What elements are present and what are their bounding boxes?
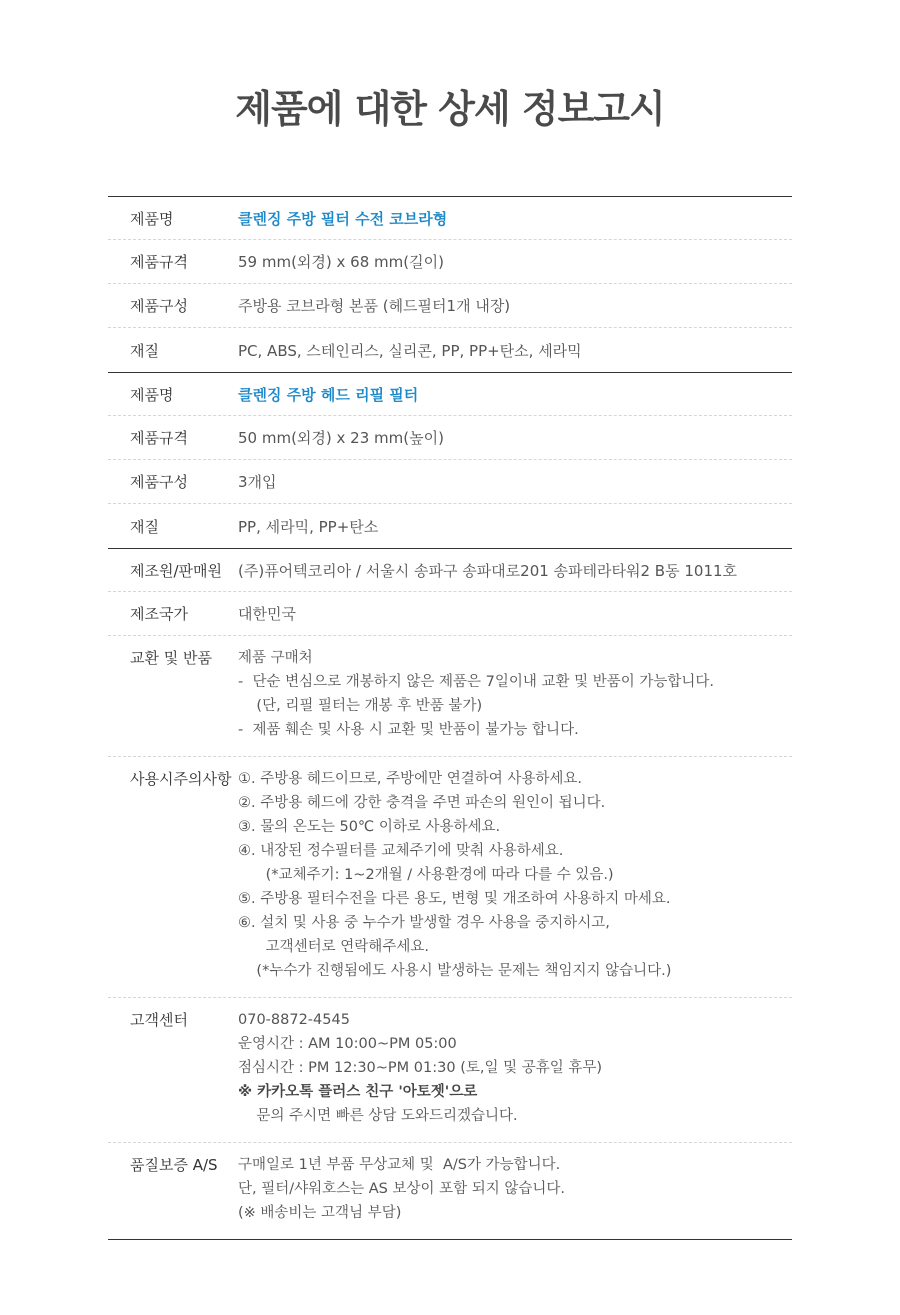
text-line: (※ 배송비는 고객님 부담) xyxy=(238,1205,402,1221)
row-label: 재질 xyxy=(130,341,159,360)
table-row xyxy=(108,998,792,1143)
table-row xyxy=(108,636,792,757)
row-value: (주)퓨어텍코리아 / 서울시 송파구 송파대로201 송파테라타워2 B동 1011호 xyxy=(238,561,738,580)
table-row xyxy=(108,416,792,460)
phone-number: 070-8872-4545 xyxy=(238,1012,350,1028)
row-value: PC, ABS, 스테인리스, 실리콘, PP, PP+탄소, 세라믹 xyxy=(238,341,582,360)
page-title: 제품에 대한 상세 정보고시 xyxy=(235,87,665,131)
row-value: 50 mm(외경) x 23 mm(높이) xyxy=(238,429,444,447)
row-label: 제품구성 xyxy=(130,297,188,315)
table-row xyxy=(108,460,792,504)
table-row xyxy=(108,592,792,636)
row-value: 주방용 코브라형 본품 (헤드필터1개 내장) xyxy=(238,297,511,315)
row-label: 고객센터 xyxy=(130,1011,188,1029)
text-line: - 제품 훼손 및 사용 시 교환 및 반품이 불가능 합니다. xyxy=(238,722,579,738)
text-line: ①. 주방용 헤드이므로, 주방에만 연결하여 사용하세요. xyxy=(238,771,583,787)
table-row xyxy=(108,1143,792,1240)
table-row xyxy=(108,757,792,998)
row-label: 제품명 xyxy=(130,209,174,228)
row-value: 3개입 xyxy=(238,473,277,491)
text-line: 문의 주시면 빠른 상담 도와드리겠습니다. xyxy=(238,1108,518,1124)
row-label: 제품규격 xyxy=(130,429,188,447)
row-value: 59 mm(외경) x 68 mm(길이) xyxy=(238,253,444,271)
table-row xyxy=(108,372,792,416)
text-line: ③. 물의 온도는 50℃ 이하로 사용하세요. xyxy=(238,819,501,835)
row-label: 제품구성 xyxy=(130,473,188,491)
row-label: 교환 및 반품 xyxy=(130,649,212,667)
customer-center-text xyxy=(238,1008,792,1128)
text-line: 고객센터로 연락해주세요. xyxy=(238,939,429,955)
product-name: 클렌징 주방 헤드 리필 필터 xyxy=(238,385,419,404)
text-line: ⑤. 주방용 필터수전을 다른 용도, 변형 및 개조하여 사용하지 마세요. xyxy=(238,891,671,907)
text-line: 운영시간 : AM 10:00~PM 05:00 xyxy=(238,1036,457,1052)
text-line: - 단순 변심으로 개봉하지 않은 제품은 7일이내 교환 및 반품이 가능합니다. xyxy=(238,674,714,690)
text-line: ②. 주방용 헤드에 강한 충격을 주면 파손의 원인이 됩니다. xyxy=(238,795,606,811)
table-row xyxy=(108,196,792,240)
product-name: 클렌징 주방 필터 수전 코브라형 xyxy=(238,209,448,228)
row-value: PP, 세라믹, PP+탄소 xyxy=(238,517,379,536)
product-info-table xyxy=(108,196,792,1240)
exchange-text xyxy=(238,646,792,742)
row-label: 사용시주의사항 xyxy=(130,770,232,788)
table-row xyxy=(108,240,792,284)
text-line: (*교체주기: 1~2개월 / 사용환경에 따라 다를 수 있음.) xyxy=(238,867,614,883)
warranty-text xyxy=(238,1153,792,1225)
table-row xyxy=(108,284,792,328)
row-label: 제조원/판매원 xyxy=(130,561,222,580)
text-line: 구매일로 1년 부품 무상교체 및 A/S가 가능합니다. xyxy=(238,1157,561,1173)
text-line: ⑥. 설치 및 사용 중 누수가 발생할 경우 사용을 중지하시고, xyxy=(238,915,610,931)
text-line: (단, 리필 필터는 개봉 후 반품 불가) xyxy=(238,698,483,714)
text-line: ④. 내장된 정수필터를 교체주기에 맞춰 사용하세요. xyxy=(238,843,564,859)
row-label: 제품규격 xyxy=(130,253,188,271)
row-label: 제조국가 xyxy=(130,605,188,623)
row-label: 품질보증 A/S xyxy=(130,1156,218,1174)
table-row xyxy=(108,504,792,548)
text-line: ※ 카카오톡 플러스 친구 '아토젯'으로 xyxy=(238,1084,478,1100)
text-line: 제품 구매처 xyxy=(238,650,313,666)
row-label: 제품명 xyxy=(130,385,174,404)
text-line: 점심시간 : PM 12:30~PM 01:30 (토,일 및 공휴일 휴무) xyxy=(238,1060,602,1076)
table-row xyxy=(108,548,792,592)
text-line: 단, 필터/샤워호스는 AS 보상이 포함 되지 않습니다. xyxy=(238,1181,566,1197)
text-line: (*누수가 진행됨에도 사용시 발생하는 문제는 책임지지 않습니다.) xyxy=(238,963,672,979)
row-label: 재질 xyxy=(130,517,159,536)
table-row xyxy=(108,328,792,372)
row-value: 대한민국 xyxy=(238,605,296,623)
caution-text xyxy=(238,767,792,983)
